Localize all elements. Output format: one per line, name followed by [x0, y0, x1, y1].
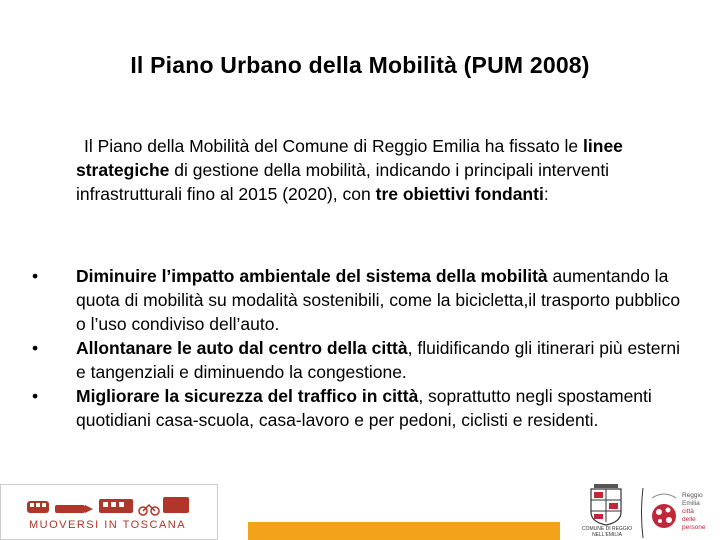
bullet-marker: •	[32, 266, 39, 286]
intro-text-3: :	[543, 184, 549, 204]
logo-line-3: delle persone	[682, 516, 706, 531]
accent-bar	[248, 522, 560, 540]
muoversi-logo-text: MUOVERSI IN TOSCANA	[29, 519, 187, 531]
crest-caption: COMUNE DI REGGIO NELL'EMILIA	[581, 526, 632, 538]
divider-icon	[640, 488, 646, 538]
objective-text: , fluidificando gli itinerari più esterni e tangenziali e diminuendo la congestione.	[76, 338, 680, 382]
muoversi-in-toscana-logo	[0, 484, 218, 540]
objectives-list	[30, 264, 690, 432]
intro-text-2: di gestione della mobilità, indicando i principali interventi infrastrutturali fino al 2015 (2020), con	[76, 160, 610, 204]
comune-crest-icon	[588, 484, 624, 526]
objective-title: Allontanare le auto dal centro della città	[76, 338, 408, 358]
list-item	[30, 384, 690, 432]
bullet-marker: •	[32, 338, 39, 358]
intro-paragraph	[76, 134, 676, 206]
intro-bold-1: linee strategiche	[76, 136, 623, 180]
intro-text-1: Il Piano della Mobilità del Comune di Reggio Emilia ha fissato le	[84, 136, 579, 156]
reggio-emilia-logo-icon	[648, 488, 680, 536]
logo-line-1: Reggio Emilia	[682, 492, 703, 507]
intro-bold-2: tre obiettivi fondanti	[375, 184, 544, 204]
transport-icons	[25, 493, 195, 519]
objective-text: aumentando la quota di mobilità su modalità sostenibili, come la bicicletta,il trasporto pubblico o l’uso condiviso dell’auto.	[76, 266, 681, 334]
list-item	[30, 264, 690, 336]
objective-title: Diminuire l’impatto ambientale del sistema della mobilità	[76, 266, 548, 286]
slide-title: Il Piano Urbano della Mobilità (PUM 2008)	[130, 52, 590, 78]
reggio-emilia-logo-text	[682, 492, 720, 532]
objective-title: Migliorare la sicurezza del traffico in città	[76, 386, 419, 406]
bullet-marker: •	[32, 386, 39, 406]
objective-text: , soprattutto negli spostamenti quotidiani casa-scuola, casa-lavoro e per pedoni, ciclisti e residenti.	[76, 386, 652, 430]
logo-line-2: città	[682, 508, 694, 515]
list-item	[30, 336, 690, 384]
